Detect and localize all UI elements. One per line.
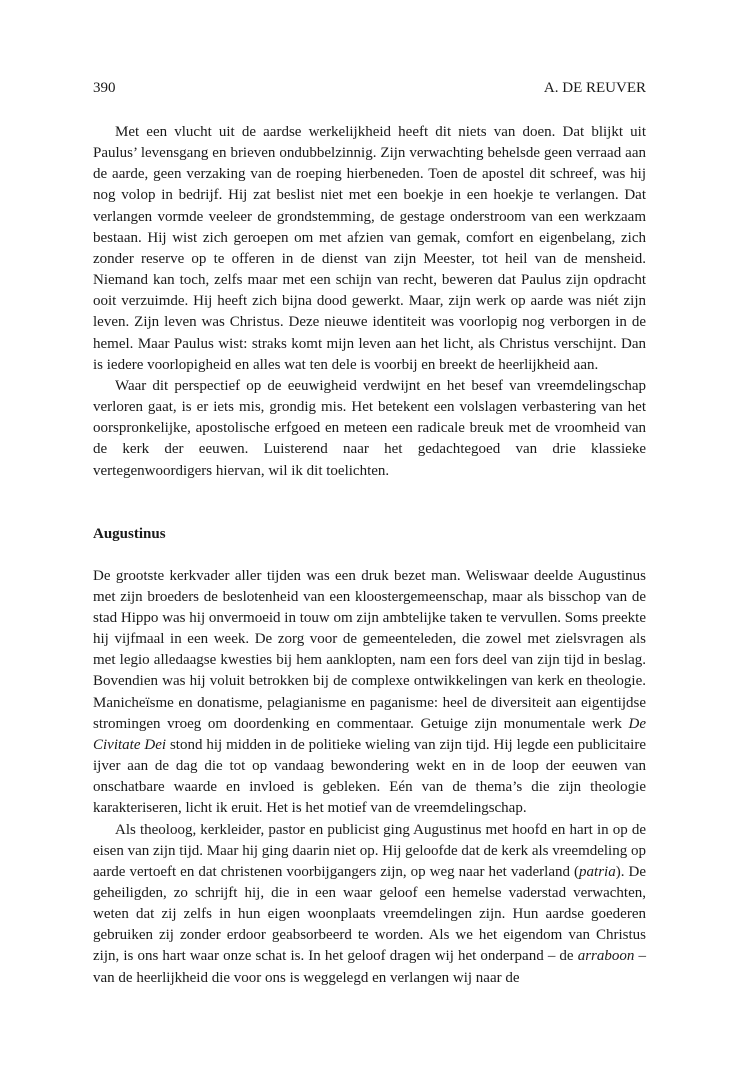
text-run: Als theoloog, kerkleider, pastor en publicist ging Augustinus met hoofd en hart in op de eisen van zijn tijd. Maar hij ging daarin niet op. Hij geloofde dat de kerk als vreemdeling op aarde vertoeft en dat christenen voorbijgangers zijn, op weg naar het vaderland ( xyxy=(93,821,646,880)
greek-term-italic: arraboon xyxy=(577,948,635,965)
text-run: stond hij midden in de politieke wieling van zijn tijd. Hij legde een publicitaire ijver aan de dag die tot op vandaag bewondering wekt en in de loop der eeuwen van onschatbare waarde en invloed is gebleken. Eén van de thema’s die zijn theologie karakteriseren, licht ik eruit. Het is het motief van de vreemdelingschap. xyxy=(93,736,647,817)
page-number: 390 xyxy=(93,80,116,96)
intro-paragraph-2: Waar dit perspectief op de eeuwigheid verdwijnt en het besef van vreemdelingschap verloren gaat, is er iets mis, grondig mis. Het betekent een volslagen verbastering van het oorspronkelijke, apostolische erfgoed en meteen een radicale breuk met de vroomheid van de kerk der eeuwen. Luisterend naar het gedachtegoed van drie klassieke vertegenwoordigers hiervan, wil ik dit toelichten. xyxy=(93,377,646,479)
text-run: De grootste kerkvader aller tijden was een druk bezet man. Weliswaar deelde Augustinus met zijn broeders de beslotenheid van een kloostergemeenschap, maar als bisschop van de stad Hippo was hij onvermoeid in touw om zijn ambtelijke taken te vervullen. Soms preekte hij vijfmaal in een week. De zorg voor de gemeenteleden, die zowel met zielsvragen als met legio alledaagse kwesties bij hem aanklopten, nam een fors deel van zijn tijd in beslag. Bovendien was hij voluit betrokken bij de complexe ontwikkelingen van kerk en theologie. Manicheïsme en donatisme, pelagianisme en paganisme: heel de diversiteit aan eigentijdse stromingen vroeg om doordenking en commentaar. Getuige zijn monumentale werk xyxy=(93,567,646,732)
section-paragraph-2 xyxy=(93,820,646,989)
book-page xyxy=(93,78,646,989)
latin-term-italic: patria xyxy=(579,863,616,880)
section-heading: Augustinus xyxy=(93,525,166,542)
intro-paragraph-1: Met een vlucht uit de aardse werkelijkheid heeft dit niets van doen. Dat blijkt uit Paulus’ levensgang en brieven ondubbelzinnig. Zijn verwachting behelsde geen verraad aan de aarde, geen verzaking van de roeping hierbeneden. Toen de apostel dit schreef, was hij nog volop in bedrijf. Hij zat beslist niet met een boekje in een hoekje te verlangen. Dat verlangen vormde veeleer de grondstemming, de gestage onderstroom van een werkzaam bestaan. Hij wist zich geroepen om met afzien van gemak, comfort en eigenbelang, zich zonder reserve op te offeren in de dienst van zijn Meester, tot heil van de mensheid. Niemand kan toch, zelfs maar met een schijn van recht, beweren dat Paulus zijn opdracht ooit verzuimde. Hij heeft zich bijna dood gewerkt. Maar, zijn werk op aarde was niét zijn leven. Zijn leven was Christus. Deze nieuwe identiteit was voorlopig nog verborgen in de hemel. Maar Paulus wist: straks komt mijn leven aan het licht, als Christus verschijnt. Dan is iedere voorlopigheid en alles wat ten dele is voorbij en breekt de heerlijkheid aan. xyxy=(93,124,646,373)
book-title-italic: De Civitate Dei xyxy=(93,715,646,753)
text-run: – van de heerlijkheid die voor ons is weggelegd en verlangen wij naar de xyxy=(93,948,646,986)
running-author: A. DE REUVER xyxy=(543,80,646,96)
running-header xyxy=(93,78,646,98)
section-paragraph-1 xyxy=(93,566,646,820)
text-run: ). De geheiligden, zo schrijft hij, die in een waar geloof een hemelse vaderstad verwachten, weten dat zij zelfs in hun eigen woonplaats vreemdelingen zijn. Hun aardse goederen gebruiken zij zonder erdoor geabsorbeerd te worden. Als we het eigendom van Christus zijn, is ons hart waar onze schat is. In het geloof dragen wij het onderpand – de xyxy=(93,863,646,965)
